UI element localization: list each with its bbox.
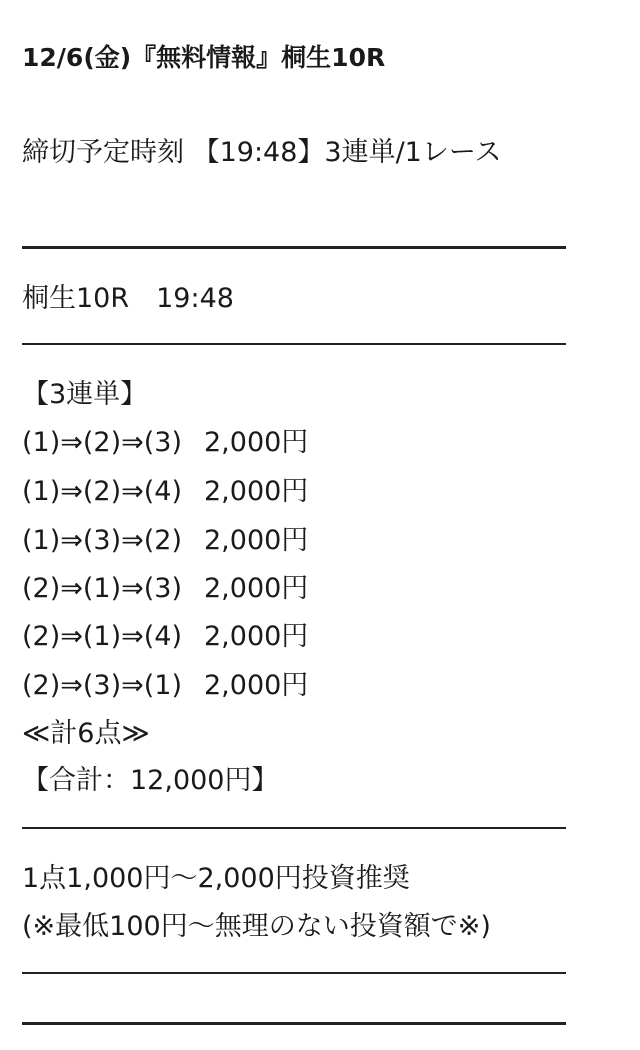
- bet-combination: (2)⇒(1)⇒(4): [22, 621, 182, 652]
- bet-amount: 2,000円: [204, 670, 309, 701]
- deadline-text: 締切予定時刻 【19:48】3連単/1レース: [22, 137, 502, 168]
- bet-amount: 2,000円: [204, 525, 309, 556]
- bet-row: [22, 524, 308, 558]
- race-info: 桐生10R 19:48: [22, 283, 234, 314]
- bet-combination: (1)⇒(2)⇒(3): [22, 427, 182, 458]
- bet-row: [22, 669, 308, 703]
- bet-combination: (1)⇒(2)⇒(4): [22, 476, 182, 507]
- bet-combination: (2)⇒(3)⇒(1): [22, 670, 182, 701]
- bet-amount: 2,000円: [204, 621, 309, 652]
- bet-amount: 2,000円: [204, 476, 309, 507]
- divider: [22, 246, 566, 249]
- bet-combination: (2)⇒(1)⇒(3): [22, 573, 182, 604]
- bet-amount: 2,000円: [204, 427, 309, 458]
- bet-row: [22, 620, 308, 654]
- bet-combination: (1)⇒(3)⇒(2): [22, 525, 182, 556]
- divider: [22, 972, 566, 974]
- divider: [22, 1022, 566, 1025]
- bet-count: ≪計6点≫: [22, 718, 150, 749]
- divider: [22, 827, 566, 829]
- bet-row: [22, 426, 308, 460]
- bet-row: [22, 475, 308, 509]
- note: (※最低100円〜無理のない投資額で※): [22, 911, 491, 942]
- bet-amount: 2,000円: [204, 573, 309, 604]
- bet-row: [22, 572, 308, 606]
- divider: [22, 343, 566, 345]
- page-title: 12/6(金)『無料情報』桐生10R: [22, 43, 386, 72]
- bet-total: 【合計：12,000円】: [22, 765, 279, 796]
- bet-type-label: 【3連単】: [22, 379, 148, 410]
- recommendation: 1点1,000円〜2,000円投資推奨: [22, 863, 410, 894]
